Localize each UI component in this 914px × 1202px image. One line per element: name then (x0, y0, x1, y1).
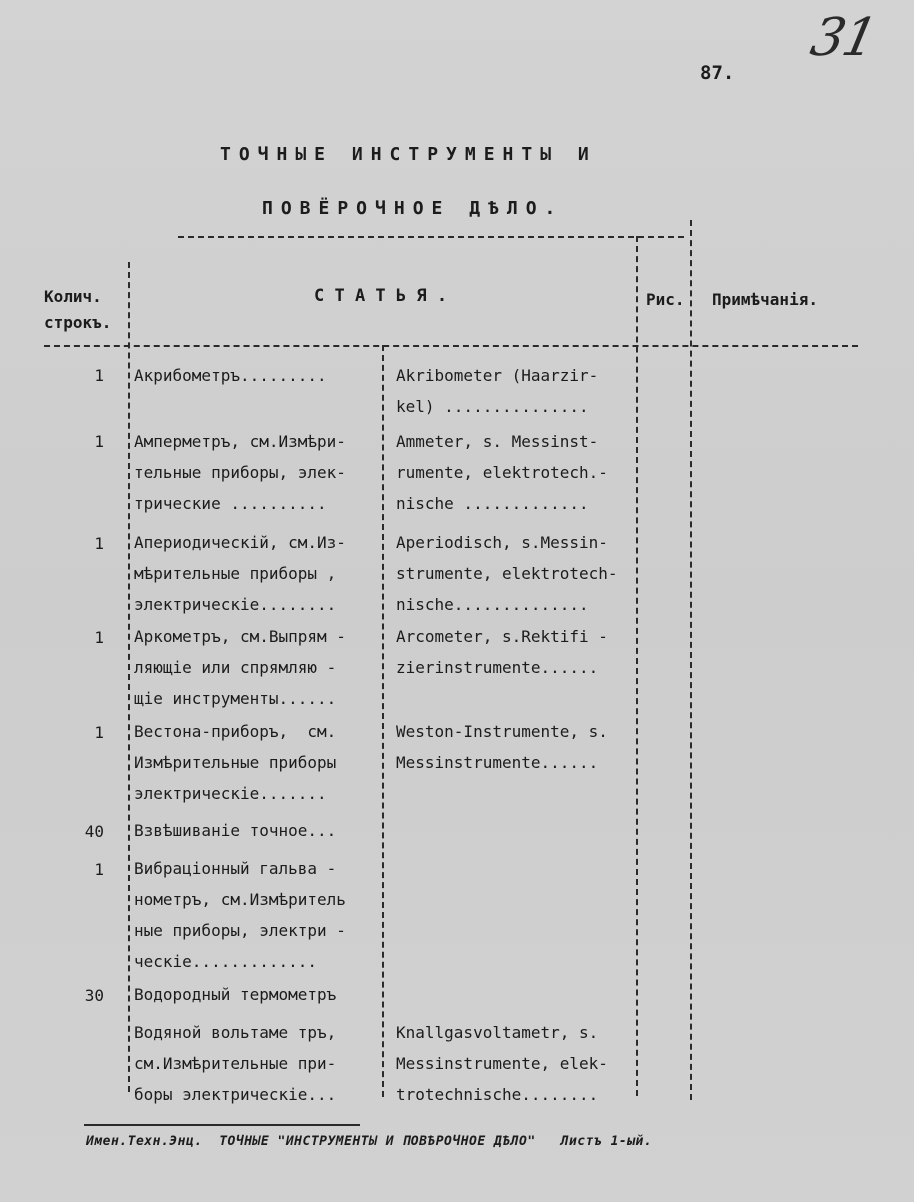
row-3-ru: Апериодическій, см.Из- мѣрительные приборы , электрическіе........ (134, 533, 346, 614)
row-2-count: 1 (94, 432, 104, 451)
row-6-count: 40 (84, 822, 104, 841)
title-line-2: ПОВЁРОЧНОЕ ДѢЛО. (262, 198, 564, 219)
row-5-count: 1 (94, 723, 104, 742)
row-5-de: Weston-Instrumente, s. Messinstrumente...... (396, 722, 608, 772)
row-4-de: Arcometer, s.Rektifi - zierinstrumente...... (396, 627, 608, 677)
title-line-1: ТОЧНЫЕ ИНСТРУМЕНТЫ И (220, 144, 597, 165)
row-7-ru: Вибраціонный гальва - нометръ, см.Измѣритель ные приборы, электри - ческіе............. (134, 859, 346, 971)
row-7-count: 1 (94, 860, 104, 879)
row-5-ru: Вестона-приборъ, см. Измѣрительные приборы электрическіе....... (134, 722, 337, 803)
header-notes: Примѣчанія. (712, 290, 818, 309)
handwritten-page-number: 31 (805, 8, 881, 68)
row-3-de: Aperiodisch, s.Messin- strumente, elektrotech- nische.............. (396, 533, 618, 614)
rule-col-fig (636, 236, 638, 1096)
rule-col-split (382, 345, 384, 1097)
row-3-count: 1 (94, 534, 104, 553)
page-number: 87. (700, 62, 735, 84)
row-8-count: 30 (84, 986, 104, 1005)
row-8-ru: Водородный термометръ (134, 985, 337, 1004)
row-9-ru: Водяной вольтаме тръ, см.Измѣрительные при- боры электрическіе... (134, 1023, 337, 1104)
footer-rule (84, 1124, 360, 1126)
footer-caption: Имен.Техн.Энц. ТОЧНЫЕ "ИНСТРУМЕНТЫ И ПОВѢРОЧНОЕ ДѢЛО" Листъ 1-ый. (86, 1134, 653, 1149)
header-figure: Рис. (646, 290, 685, 309)
row-4-ru: Аркометръ, см.Выпрям - ляющіе или спрямляю - щіе инструменты...... (134, 627, 346, 708)
row-6-ru: Взвѣшиваніе точное... (134, 821, 337, 840)
rule-header-bottom (44, 345, 858, 347)
row-4-count: 1 (94, 628, 104, 647)
rule-col-count (128, 262, 130, 1092)
row-9-de: Knallgasvoltametr, s. Messinstrumente, elek- trotechnische........ (396, 1023, 608, 1104)
header-count: Колич. строкъ. (44, 287, 112, 332)
rule-col-notes (690, 220, 692, 1100)
header-article: С Т А Т Ь Я . (314, 286, 448, 306)
row-1-de: Akribometer (Haarzir- kel) ............... (396, 366, 599, 416)
rule-top (178, 236, 684, 238)
row-1-count: 1 (94, 366, 104, 385)
row-2-de: Ammeter, s. Messinst- rumente, elektrotech.- nische ............. (396, 432, 608, 513)
row-1-ru: Акрибометръ......... (134, 366, 327, 385)
row-2-ru: Амперметръ, см.Измѣри- тельные приборы, элек- трические .......... (134, 432, 346, 513)
